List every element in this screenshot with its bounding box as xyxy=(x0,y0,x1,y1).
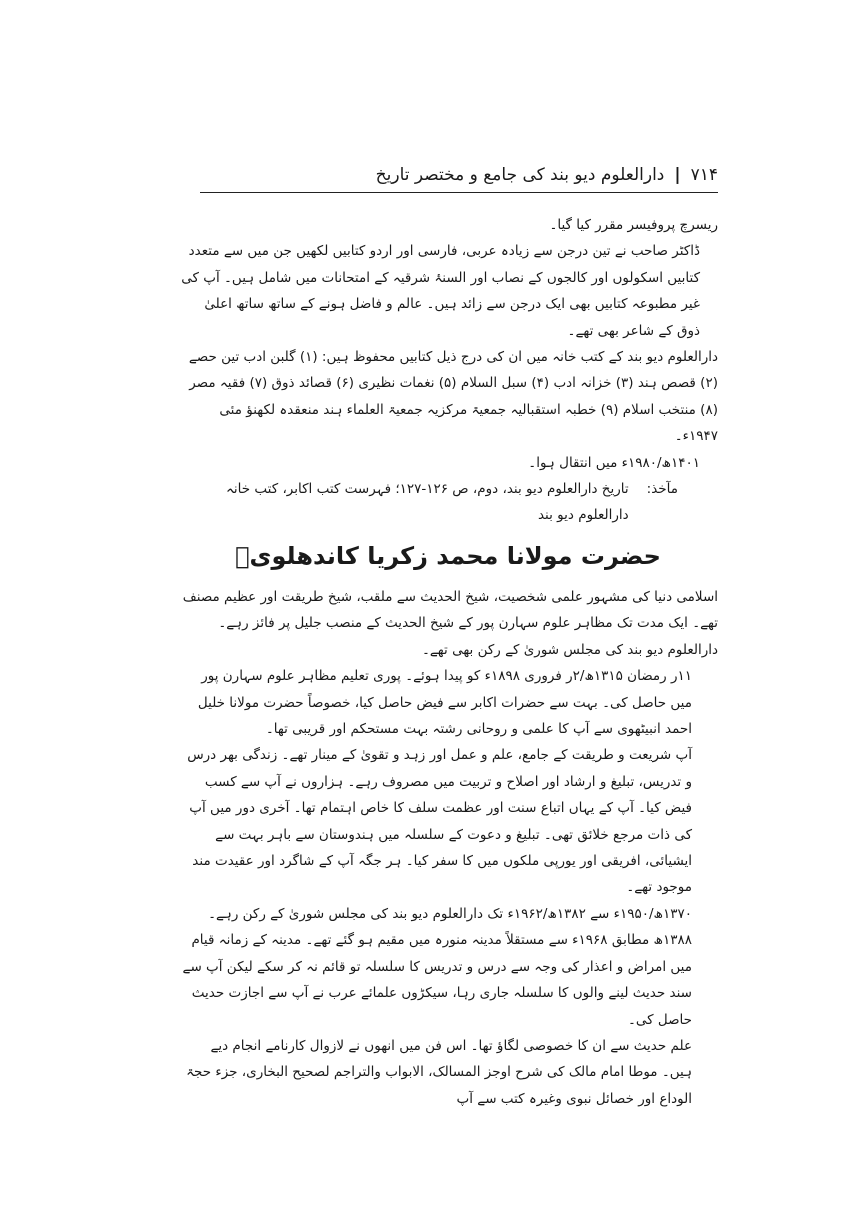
paragraph: ڈاکٹر صاحب نے تین درجن سے زیادہ عربی، فارسی اور اردو کتابیں لکھیں جن میں سے متعدد کتابیں اسکولوں اور کالجوں کے نصاب اور السنۂ شرقیہ کے امتحانات میں شامل ہیں۔ آپ کی غیر مطبوعہ کتابیں بھی ایک درجن سے زائد ہیں۔ عالم و فاضل ہونے کے ساتھ ساتھ اعلیٰ ذوق کے شاعر بھی تھے۔ xyxy=(181,243,700,339)
paragraph: ۱۱ر رمضان ۱۳۱۵ھ/۲ر فروری ۱۸۹۸ء کو پیدا ہوئے۔ پوری تعلیم مظاہر علوم سہارن پور میں حاصل کی۔ بہت سے حضرات اکابر سے فیض حاصل کیا، خصوصاً حضرت مولانا خلیل احمد انبیٹھوی سے آپ کا علمی و روحانی رشتہ بہت مستحکم اور قریبی تھا۔ xyxy=(197,668,692,738)
paragraph: ۱۴۰۱ھ/۱۹۸۰ء میں انتقال ہوا۔ xyxy=(528,454,700,471)
header-separator: | xyxy=(674,165,681,185)
paragraph: علم حدیث سے ان کا خصوصی لگاؤ تھا۔ اس فن میں انھوں نے لازوال کارنامے انجام دیے ہیں۔ موطا امام مالک کی شرح اوجز المسالک، الابواب والتراجم لصحیح البخاری، جزء حجۃ الوداع اور خصائل نبوی وغیرہ کتب سے آپ xyxy=(186,1037,692,1107)
page-number: ۷۱۴ xyxy=(690,165,718,185)
paragraph: اسلامی دنیا کی مشہور علمی شخصیت، شیخ الحدیث سے ملقب، شیخ طریقت اور عظیم مصنف تھے۔ ایک مدت تک مظاہر علوم سہارن پور کے شیخ الحدیث کے منصب جلیل پر فائز رہے۔ دارالعلوم دیو بند کی مجلس شوریٰ کے رکن بھی تھے۔ xyxy=(182,589,718,658)
paragraph: آپ شریعت و طریقت کے جامع، علم و عمل اور زہد و تقویٰ کے مینار تھے۔ زندگی بھر درس و تدریس، تبلیغ و ارشاد اور اصلاح و تربیت میں مصروف رہے۔ ہزاروں نے آپ سے کسب فیض کیا۔ آپ کے یہاں اتباع سنت اور عظمت سلف کا خاص اہتمام تھا۔ آخری دور میں آپ کی ذات مرجع خلائق تھی۔ تبلیغ و دعوت کے سلسلہ میں ہندوستان سے باہر بہت سے ایشیائی، افریقی اور یورپی ملکوں میں کا سفر کیا۔ ہر جگہ آپ کے شاگرد اور عقیدت مند موجود تھے۔ xyxy=(187,747,692,896)
source-text: تاریخ دارالعلوم دیو بند، دوم، ص ۱۲۶-۱۲۷؛ فہرست کتب اکابر، کتب خانہ دارالعلوم دیو بند xyxy=(225,481,629,524)
paragraph: ۱۳۷۰ھ/۱۹۵۰ء سے ۱۳۸۲ھ/۱۹۶۲ء تک دارالعلوم دیو بند کی مجلس شوریٰ کے رکن رہے۔ ۱۳۸۸ھ مطابق ۱۹۶۸ء سے مستقلاً مدینہ منورہ میں مقیم ہو گئے تھے۔ مدینہ کے زمانہ قیام میں امراض و اعذار کی وجہ سے درس و تدریس کا سلسلہ تو قائم نہ کر سکے لیکن آپ سے سند حدیث لینے والوں کا سلسلہ جاری رہا، سیکڑوں علمائے عرب نے آپ سے اجازت حدیث حاصل کی۔ xyxy=(182,905,692,1028)
previous-biography-end xyxy=(178,212,718,529)
source-note xyxy=(178,476,718,529)
source-label: مآخذ: xyxy=(646,481,678,498)
book-title: دارالعلوم دیو بند کی جامع و مختصر تاریخ xyxy=(375,165,665,185)
paragraph: دارالعلوم دیو بند کے کتب خانہ میں ان کی درج ذیل کتابیں محفوظ ہیں: (۱) گلبن ادب تین حصے (۲) قصص ہند (۳) خزانہ ادب (۴) سبل السلام (۵) نغمات نظیری (۶) قصائد ذوق (۷) فقیہ مصر (۸) منتخب اسلام (۹) خطبہ استقبالیہ جمعیۃ مرکزیہ جمعیۃ العلماء ہند منعقدہ لکھنؤ مئی ۱۹۴۷ء۔ xyxy=(188,349,718,445)
running-header xyxy=(200,158,718,188)
biography-body xyxy=(178,584,718,1112)
paragraph: ریسرچ پروفیسر مقرر کیا گیا۔ xyxy=(549,217,718,233)
header-rule xyxy=(200,192,718,193)
section-title: حضرت مولانا محمد زکریا کاندھلویؒ xyxy=(235,542,661,570)
